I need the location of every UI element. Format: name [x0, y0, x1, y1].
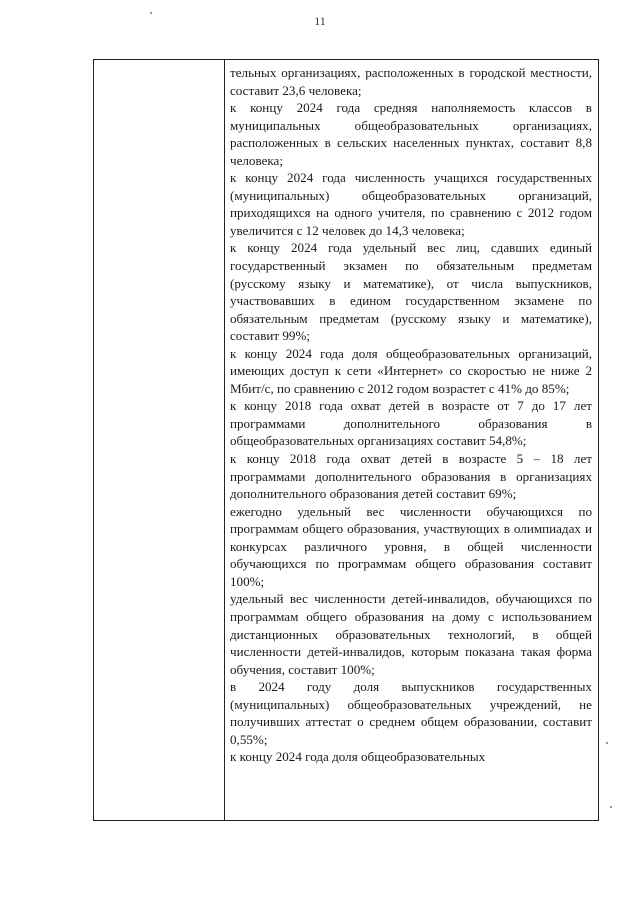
paragraph-9: удельный вес численности детей-инвалидов, обучающихся по программам общего образования на дому с использованием дистанционных образовательных технологий, в общей численности детей-инвалидов, которым показана такая форма обучения, составит 100%; — [230, 591, 592, 677]
paragraph-7: к концу 2018 года охват детей в возрасте 5 – 18 лет программами дополнительного образования в организациях дополнительного образования детей составит 69%; — [230, 451, 592, 502]
paragraph-11: к концу 2024 года доля общеобразовательных — [230, 749, 486, 765]
scan-speck — [606, 742, 608, 744]
paragraph-1: тельных организациях, расположенных в городской местности, составит 23,6 человека; — [230, 65, 592, 98]
table-right-cell — [230, 64, 592, 820]
scan-speck — [150, 12, 152, 14]
column-divider — [224, 60, 225, 820]
paragraph-10: в 2024 году доля выпускников государственных (муниципальных) общеобразовательных учреждений, не получивших аттестат о среднем общем образовании, составит 0,55%; — [230, 679, 592, 747]
paragraph-3: к концу 2024 года численность учащихся государственных (муниципальных) общеобразовательных организаций, приходящихся на одного учителя, по сравнению с 2012 годом увеличится с 12 человек до 14,3 человека; — [230, 170, 592, 238]
scan-speck — [610, 806, 612, 808]
paragraph-6: к концу 2018 года охват детей в возрасте от 7 до 17 лет программами дополнительного образования в общеобразовательных организациях составит 54,8%; — [230, 398, 592, 449]
paragraph-8: ежегодно удельный вес численности обучающихся по программам общего образования, участвующих в олимпиадах и конкурсах различного уровня, в общей численности обучающихся по программам общего образования составит 100%; — [230, 503, 592, 589]
paragraph-4: к концу 2024 года удельный вес лиц, сдавших единый государственный экзамен по обязательным предметам (русскому языку и математике), от числа выпускников, участвовавших в едином государственном экзамене по обязательным предметам (русскому языку и математике), составит 99%; — [230, 240, 592, 344]
paragraph-2: к концу 2024 года средняя наполняемость классов в муниципальных общеобразовательных организациях, расположенных в сельских населенных пунктах, составит 8,8 человека; — [230, 100, 592, 168]
paragraph-5: к концу 2024 года доля общеобразовательных организаций, имеющих доступ к сети «Интернет» со скоростью не ниже 2 Мбит/с, по сравнению с 2012 годом возрастет с 41% до 85%; — [230, 345, 592, 396]
indicators-table — [93, 59, 599, 821]
page-number: 11 — [314, 14, 326, 28]
table-left-cell — [94, 60, 224, 820]
